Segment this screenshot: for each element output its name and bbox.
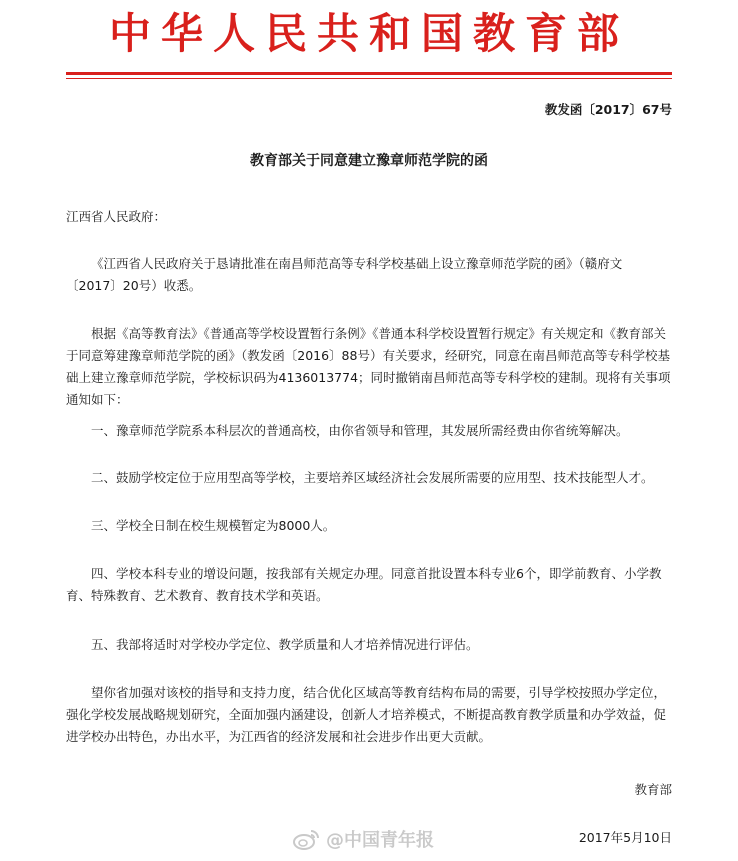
recipient: 江西省人民政府：: [66, 209, 167, 224]
paragraph-item-5: 五、我部将适时对学校办学定位、教学质量和人才培养情况进行评估。: [91, 637, 479, 652]
document-date: 2017年5月10日: [578, 830, 672, 845]
paragraph-item-4: 四、学校本科专业的增设问题，按我部有关规定办理。同意首批设置本科专业6个，即学前教育、小学教育、特殊教育、艺术教育、教育技术学和英语。: [66, 566, 662, 603]
letterhead-rule-thin: [66, 78, 672, 79]
paragraph-intro: 《江西省人民政府关于恳请批准在南昌师范高等专科学校基础上设立豫章师范学院的函》（赣府文〔2017〕20号）收悉。: [66, 256, 623, 293]
weibo-watermark: [292, 826, 434, 852]
letterhead-rule-thick: [66, 72, 672, 75]
document-number: 教发函〔2017〕67号: [544, 102, 672, 117]
paragraph-item-3: 三、学校全日制在校生规模暂定为8000人。: [91, 518, 336, 533]
paragraph-basis: 根据《高等教育法》《普通高等学校设置暂行条例》《普通本科学校设置暂行规定》有关规定和《教育部关于同意筹建豫章师范学院的函》（教发函〔2016〕88号）有关要求，经研究，同意在南昌师范高等专科学校基础上建立豫章师范学院，学校标识码为4136013774；同时撤销南昌师范高等专科学校的建制。现将有关事项通知如下：: [66, 326, 671, 407]
weibo-icon: [292, 827, 320, 851]
watermark-text: @中国青年报: [326, 830, 434, 851]
paragraph-item-1: 一、豫章师范学院系本科层次的普通高校，由你省领导和管理，其发展所需经费由你省统筹解决。: [91, 423, 629, 438]
paragraph-closing: 望你省加强对该校的指导和支持力度，结合优化区域高等教育结构布局的需要，引导学校按照办学定位，强化学校发展战略规划研究，全面加强内涵建设，创新人才培养模式，不断提高教育教学质量和办学效益，促进学校办出特色，办出水平，为江西省的经济发展和社会进步作出更大贡献。: [66, 685, 667, 744]
signature: 教育部: [634, 782, 672, 797]
ministry-letterhead: 中华人民共和国教育部: [108, 9, 629, 58]
document-title: 教育部关于同意建立豫章师范学院的函: [250, 153, 488, 169]
paragraph-item-2: 二、鼓励学校定位于应用型高等学校，主要培养区域经济社会发展所需要的应用型、技术技能型人才。: [91, 470, 654, 485]
